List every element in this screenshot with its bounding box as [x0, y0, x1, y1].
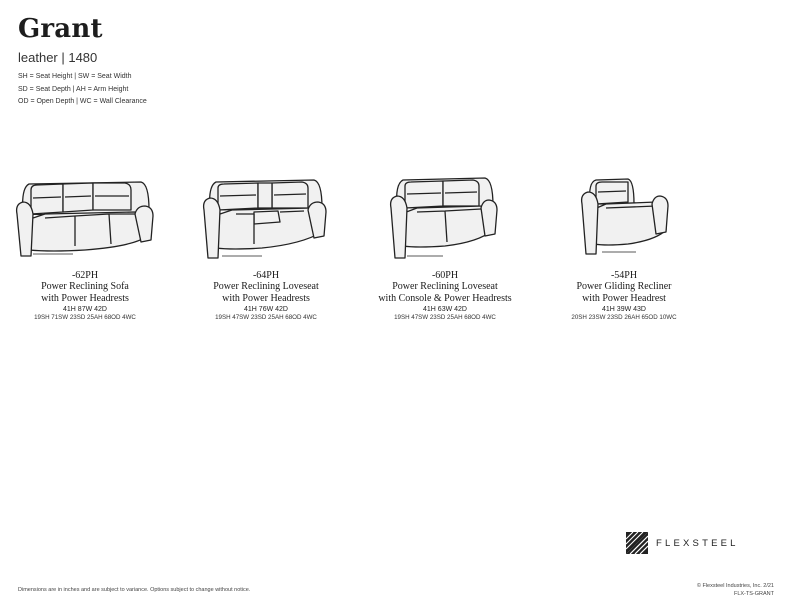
product-name-line2: with Power Headrest [582, 293, 666, 304]
console-loveseat-illustration-icon [176, 168, 356, 262]
product-code: -54PH [610, 270, 638, 281]
copyright-block [697, 582, 774, 598]
product-detail-dimensions: 19SH 47SW 23SD 25AH 68OD 4WC [394, 314, 496, 321]
sofa-illustration-icon [0, 168, 175, 262]
product-code: -62PH [71, 270, 99, 281]
product-name: Power Reclining Loveseat [213, 281, 319, 292]
product-code: -64PH [252, 270, 280, 281]
document-code: FLX-TS-GRANT [733, 591, 774, 597]
product-dimensions: 41H 39W 43D [602, 306, 646, 313]
product-dimensions: 41H 76W 42D [244, 306, 288, 313]
product-code: -60PH [431, 270, 459, 281]
recliner-illustration-icon [534, 168, 714, 262]
product-detail-dimensions: 20SH 23SW 23SD 26AH 65OD 10WC [571, 314, 677, 321]
legend-line: OD = Open Depth | WC = Wall Clearance [18, 98, 147, 105]
flexsteel-logo-icon [626, 532, 648, 554]
product-dimensions: 41H 63W 42D [423, 306, 467, 313]
product-name-line2: with Console & Power Headrests [378, 293, 512, 304]
product-name: Power Reclining Sofa [41, 281, 129, 292]
loveseat-illustration-icon [355, 168, 535, 262]
legend-line: SD = Seat Depth | AH = Arm Height [18, 85, 129, 93]
product-name: Power Reclining Loveseat [392, 281, 498, 292]
product-card-recliner [534, 168, 714, 321]
product-detail-dimensions: 19SH 47SW 23SD 25AH 68OD 4WC [215, 314, 317, 321]
product-dimensions: 41H 87W 42D [63, 306, 107, 313]
brand-wordmark: FLEXSTEEL [656, 537, 739, 549]
product-card-console-loveseat [176, 168, 356, 321]
product-title: Grant [18, 14, 103, 44]
product-subtitle: leather | 1480 [18, 50, 98, 65]
disclaimer-text: Dimensions are in inches and are subject to variance. Options subject to change without notice. [18, 587, 251, 593]
product-name-line2: with Power Headrests [41, 293, 129, 304]
brand-logo [626, 532, 739, 554]
copyright-text: © Flexsteel Industries, Inc. 2/21 [696, 583, 774, 589]
product-card-loveseat [355, 168, 535, 321]
dimension-legend [18, 71, 147, 109]
product-detail-dimensions: 19SH 71SW 23SD 25AH 68OD 4WC [34, 314, 136, 321]
legend-line: SH = Seat Height | SW = Seat Width [18, 73, 132, 80]
product-name: Power Gliding Recliner [576, 281, 672, 292]
product-name-line2: with Power Headrests [222, 293, 310, 304]
product-card-sofa [0, 168, 175, 321]
